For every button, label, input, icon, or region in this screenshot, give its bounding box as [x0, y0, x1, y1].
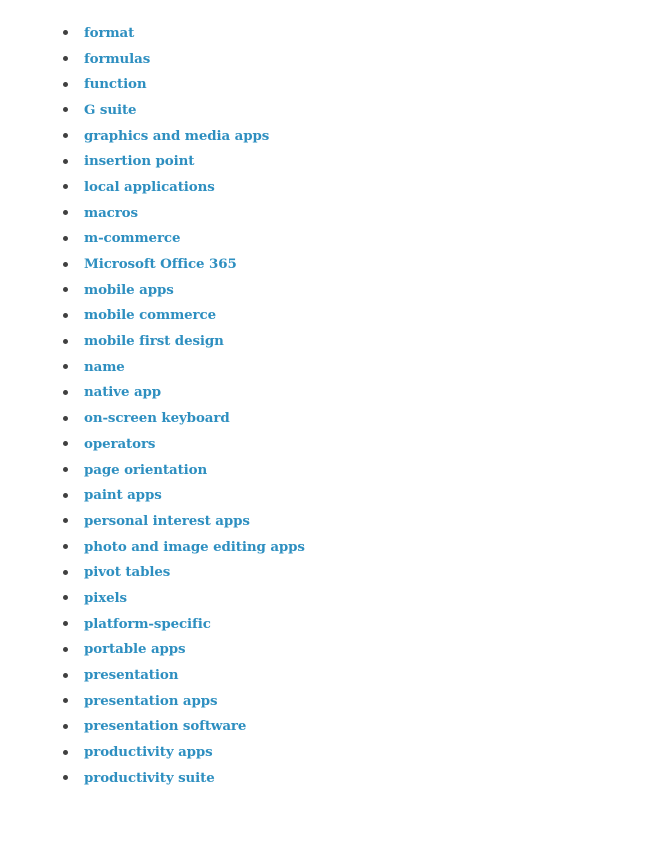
term-link[interactable]: G suite [84, 101, 137, 118]
term-link[interactable]: productivity apps [84, 744, 213, 761]
list-item [60, 482, 305, 508]
bullet-icon [63, 595, 68, 600]
term-link[interactable]: pixels [84, 589, 127, 606]
list-item [60, 20, 305, 46]
term-link[interactable]: native app [84, 384, 162, 401]
term-link[interactable]: mobile apps [84, 281, 174, 298]
term-link[interactable]: productivity suite [84, 769, 215, 786]
term-link[interactable]: photo and image editing apps [84, 538, 305, 555]
list-item [60, 637, 305, 663]
list-item [60, 688, 305, 714]
list-item [60, 200, 305, 226]
bullet-icon [63, 621, 68, 626]
term-link[interactable]: on-screen keyboard [84, 410, 230, 427]
bullet-icon [63, 210, 68, 215]
bullet-icon [63, 698, 68, 703]
list-item [60, 97, 305, 123]
term-link[interactable]: paint apps [84, 487, 162, 504]
bullet-icon [63, 467, 68, 472]
term-link[interactable]: local applications [84, 178, 215, 195]
bullet-icon [63, 364, 68, 369]
bullet-icon [63, 518, 68, 523]
list-item [60, 354, 305, 380]
list-item [60, 123, 305, 149]
term-link[interactable]: Microsoft Office 365 [84, 256, 237, 273]
term-link[interactable]: operators [84, 435, 156, 452]
term-link[interactable]: platform-specific [84, 615, 211, 632]
list-item [60, 303, 305, 329]
list-item [60, 534, 305, 560]
term-link[interactable]: graphics and media apps [84, 127, 270, 144]
term-link[interactable]: presentation software [84, 718, 247, 735]
list-item [60, 277, 305, 303]
list-item [60, 405, 305, 431]
bullet-icon [63, 287, 68, 292]
list-item [60, 46, 305, 72]
bullet-icon [63, 159, 68, 164]
list-item [60, 174, 305, 200]
term-link[interactable]: function [84, 76, 147, 93]
bullet-icon [63, 133, 68, 138]
term-link[interactable]: mobile first design [84, 333, 224, 350]
term-link[interactable]: mobile commerce [84, 307, 216, 324]
list-item [60, 251, 305, 277]
bullet-icon [63, 724, 68, 729]
glossary-term-list [60, 20, 305, 791]
bullet-icon [63, 647, 68, 652]
list-item [60, 431, 305, 457]
term-link[interactable]: m-commerce [84, 230, 181, 247]
term-link[interactable]: presentation apps [84, 692, 218, 709]
list-item [60, 585, 305, 611]
list-item [60, 457, 305, 483]
term-link[interactable]: presentation [84, 667, 179, 684]
bullet-icon [63, 56, 68, 61]
term-link[interactable]: portable apps [84, 641, 186, 658]
bullet-icon [63, 544, 68, 549]
term-link[interactable]: macros [84, 204, 138, 221]
bullet-icon [63, 184, 68, 189]
term-link[interactable]: name [84, 358, 125, 375]
bullet-icon [63, 313, 68, 318]
bullet-icon [63, 390, 68, 395]
term-link[interactable]: insertion point [84, 153, 195, 170]
bullet-icon [63, 673, 68, 678]
list-item [60, 328, 305, 354]
bullet-icon [63, 493, 68, 498]
term-link[interactable]: formulas [84, 50, 151, 67]
bullet-icon [63, 30, 68, 35]
bullet-icon [63, 82, 68, 87]
term-link[interactable]: page orientation [84, 461, 208, 478]
bullet-icon [63, 775, 68, 780]
list-item [60, 226, 305, 252]
list-item [60, 662, 305, 688]
bullet-icon [63, 339, 68, 344]
bullet-icon [63, 236, 68, 241]
bullet-icon [63, 441, 68, 446]
term-link[interactable]: format [84, 24, 135, 41]
list-item [60, 611, 305, 637]
bullet-icon [63, 416, 68, 421]
list-item [60, 380, 305, 406]
term-link[interactable]: pivot tables [84, 564, 171, 581]
list-item [60, 765, 305, 791]
list-item [60, 71, 305, 97]
bullet-icon [63, 107, 68, 112]
list-item [60, 559, 305, 585]
list-item [60, 714, 305, 740]
list-item [60, 739, 305, 765]
list-item [60, 148, 305, 174]
bullet-icon [63, 262, 68, 267]
bullet-icon [63, 570, 68, 575]
term-link[interactable]: personal interest apps [84, 512, 250, 529]
bullet-icon [63, 750, 68, 755]
list-item [60, 508, 305, 534]
